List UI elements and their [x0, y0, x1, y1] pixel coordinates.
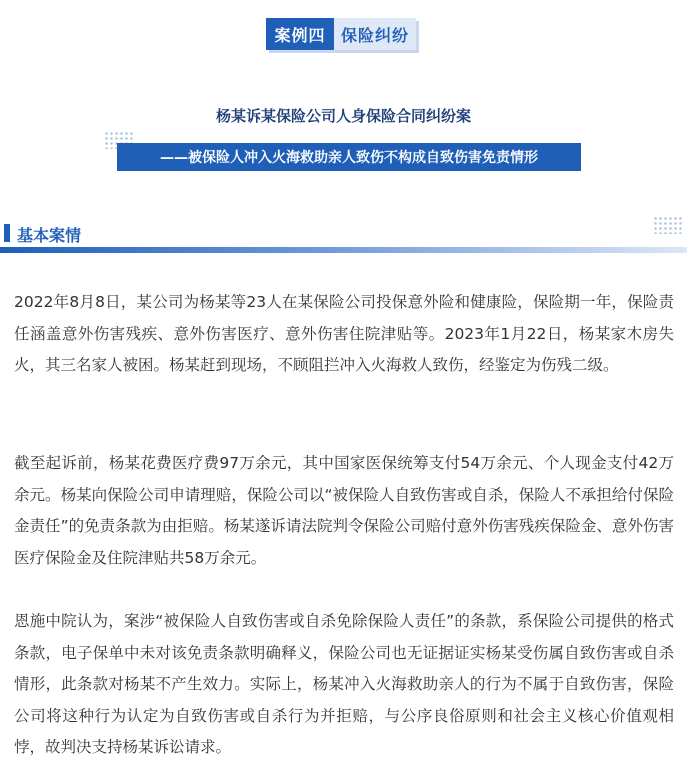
case-title: 杨某诉某保险公司人身保险合同纠纷案: [215, 107, 471, 125]
case-category-label: 保险纠纷: [334, 18, 416, 50]
paragraph-facts: 2022年8月8日，某公司为杨某等23人在某保险公司投保意外险和健康险，保险期一年，保险责任涵盖意外伤害残疾、意外伤害医疗、意外伤害住院津贴等。2023年1月22日，杨某家木房失火，其三名家人被困。杨某赶到现场，不顾阻拦冲入火海救人致伤，经鉴定为伤残二级。: [14, 293, 674, 374]
section-underline: [0, 247, 687, 253]
section-header: [0, 219, 687, 251]
section-title: 基本案情: [17, 226, 82, 245]
case-number-label: 案例四: [266, 18, 334, 50]
section-marker: [4, 224, 10, 242]
case-tag: [266, 18, 416, 50]
paragraph-judgment: 恩施中院认为，案涉“被保险人自致伤害或自杀免除保险人责任”的条款，系保险公司提供的格式条款，电子保单中未对该免责条款明确释义，保险公司也无证据证实杨某受伤属自致伤害或自杀情形，此条款对杨某不产生效力。实际上，杨某冲入火海救助亲人的行为不属于自致伤害，保险公司将这种行为认定为自致伤害或自杀行为并拒赔，与公序良俗原则和社会主义核心价值观相悖，故判决支持杨某诉讼请求。: [14, 612, 674, 756]
paragraph-claim: 截至起诉前，杨某花费医疗费97万余元，其中国家医保统筹支付54万余元、个人现金支付42万余元。杨某向保险公司申请理赔，保险公司以“被保险人自致伤害或自杀，保险人不承担给付保险金责任”的免责条款为由拒赔。杨某遂诉请法院判令保险公司赔付意外伤害残疾保险金、意外伤害医疗保险金及住院津贴共58万余元。: [14, 454, 674, 567]
case-subtitle: ——被保险人冲入火海救助亲人致伤不构成自致伤害免责情形: [117, 143, 581, 171]
